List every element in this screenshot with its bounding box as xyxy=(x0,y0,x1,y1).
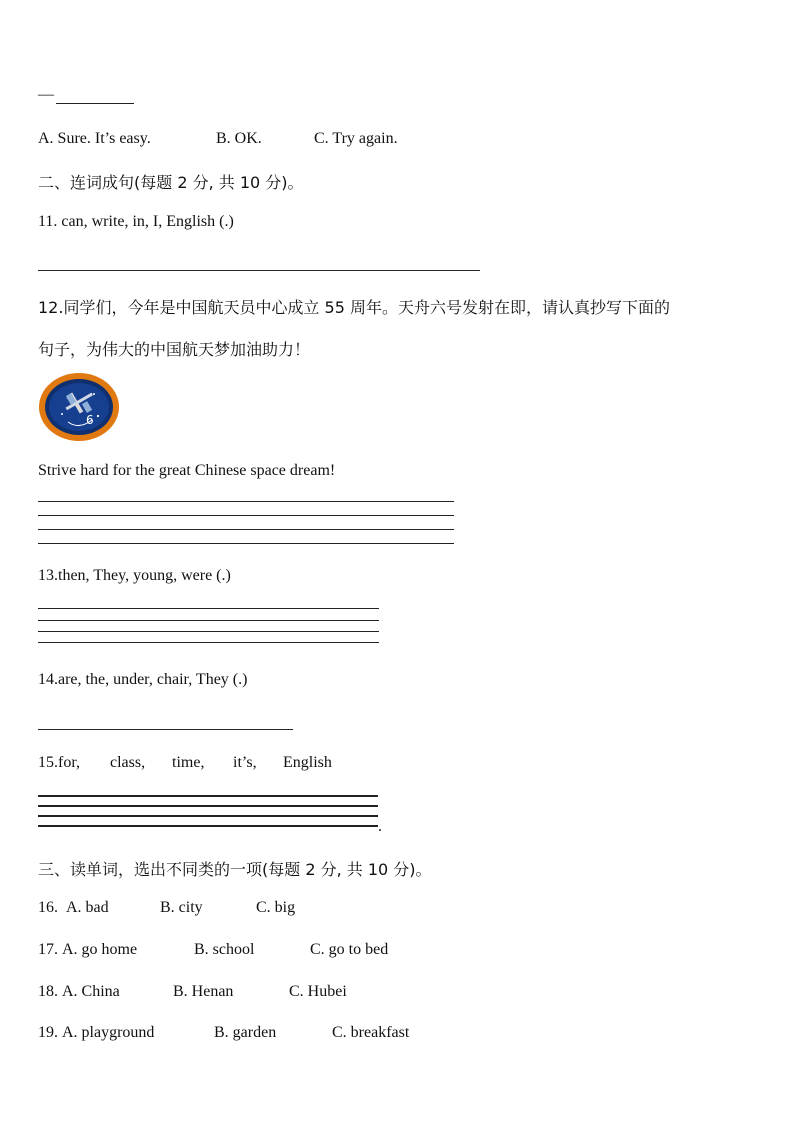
q15-word-1: class, xyxy=(110,754,146,771)
q10-option-b: B. OK. xyxy=(216,130,262,147)
q15-word-3: it’s, xyxy=(233,754,257,771)
q15-word-4: English xyxy=(283,754,332,771)
svg-text:6: 6 xyxy=(86,413,94,427)
q10-option-c: C. Try again. xyxy=(314,130,398,147)
q17-option-b: B. school xyxy=(194,941,255,958)
q15-copy-line-4 xyxy=(38,825,378,827)
q14-answer-line xyxy=(38,729,293,730)
tianzhou-6-mission-badge-icon xyxy=(38,372,120,442)
q12-prompt-line-2: 句子，为伟大的中国航天梦加油助力！ xyxy=(38,340,311,359)
q18-option-a: A. China xyxy=(62,983,120,1000)
q19-option-c: C. breakfast xyxy=(332,1024,410,1041)
q15-word-2: time, xyxy=(172,754,205,771)
q15-copy-line-2 xyxy=(38,805,378,807)
q10-option-a: A. Sure. It’s easy. xyxy=(38,130,151,147)
q17-number: 17. xyxy=(38,941,58,958)
q17-option-a: A. go home xyxy=(62,941,138,958)
q19-option-b: B. garden xyxy=(214,1024,277,1041)
q12-copy-line-3 xyxy=(38,529,454,530)
answer-dash: — xyxy=(38,86,54,103)
q12-copy-line-4 xyxy=(38,543,454,544)
q16-number: 16. xyxy=(38,899,58,916)
q11-answer-line xyxy=(38,270,480,271)
q16-option-c: C. big xyxy=(256,899,296,916)
section-2-title: 二、连词成句(每题 2 分, 共 10 分)。 xyxy=(38,173,304,192)
answer-blank-line xyxy=(56,103,134,104)
q16-option-b: B. city xyxy=(160,899,203,916)
q18-option-b: B. Henan xyxy=(173,983,234,1000)
q16-option-a: A. bad xyxy=(66,899,109,916)
q13-copy-line-4 xyxy=(38,642,379,643)
q13-copy-line-3 xyxy=(38,631,379,632)
q13-copy-line-1 xyxy=(38,608,379,609)
q18-option-c: C. Hubei xyxy=(289,983,347,1000)
q12-sentence: Strive hard for the great Chinese space dream! xyxy=(38,462,336,479)
q11-prompt: 11. can, write, in, I, English (.) xyxy=(38,213,234,230)
q18-number: 18. xyxy=(38,983,58,1000)
q19-option-a: A. playground xyxy=(62,1024,155,1041)
q15-period: . xyxy=(378,818,382,835)
q13-prompt: 13.then, They, young, were (.) xyxy=(38,567,231,584)
section-3-title: 三、读单词，选出不同类的一项(每题 2 分, 共 10 分)。 xyxy=(38,860,432,879)
q14-prompt: 14.are, the, under, chair, They (.) xyxy=(38,671,248,688)
q15-number-word: 15.for, xyxy=(38,754,81,771)
q13-copy-line-2 xyxy=(38,620,379,621)
q12-prompt-line-1: 12.同学们，今年是中国航天员中心成立 55 周年。天舟六号发射在即，请认真抄写下面的 xyxy=(38,298,670,317)
q12-copy-line-1 xyxy=(38,501,454,502)
q15-copy-line-1 xyxy=(38,795,378,797)
q15-copy-line-3 xyxy=(38,815,378,817)
q17-option-c: C. go to bed xyxy=(310,941,389,958)
q19-number: 19. xyxy=(38,1024,58,1041)
q12-copy-line-2 xyxy=(38,515,454,516)
